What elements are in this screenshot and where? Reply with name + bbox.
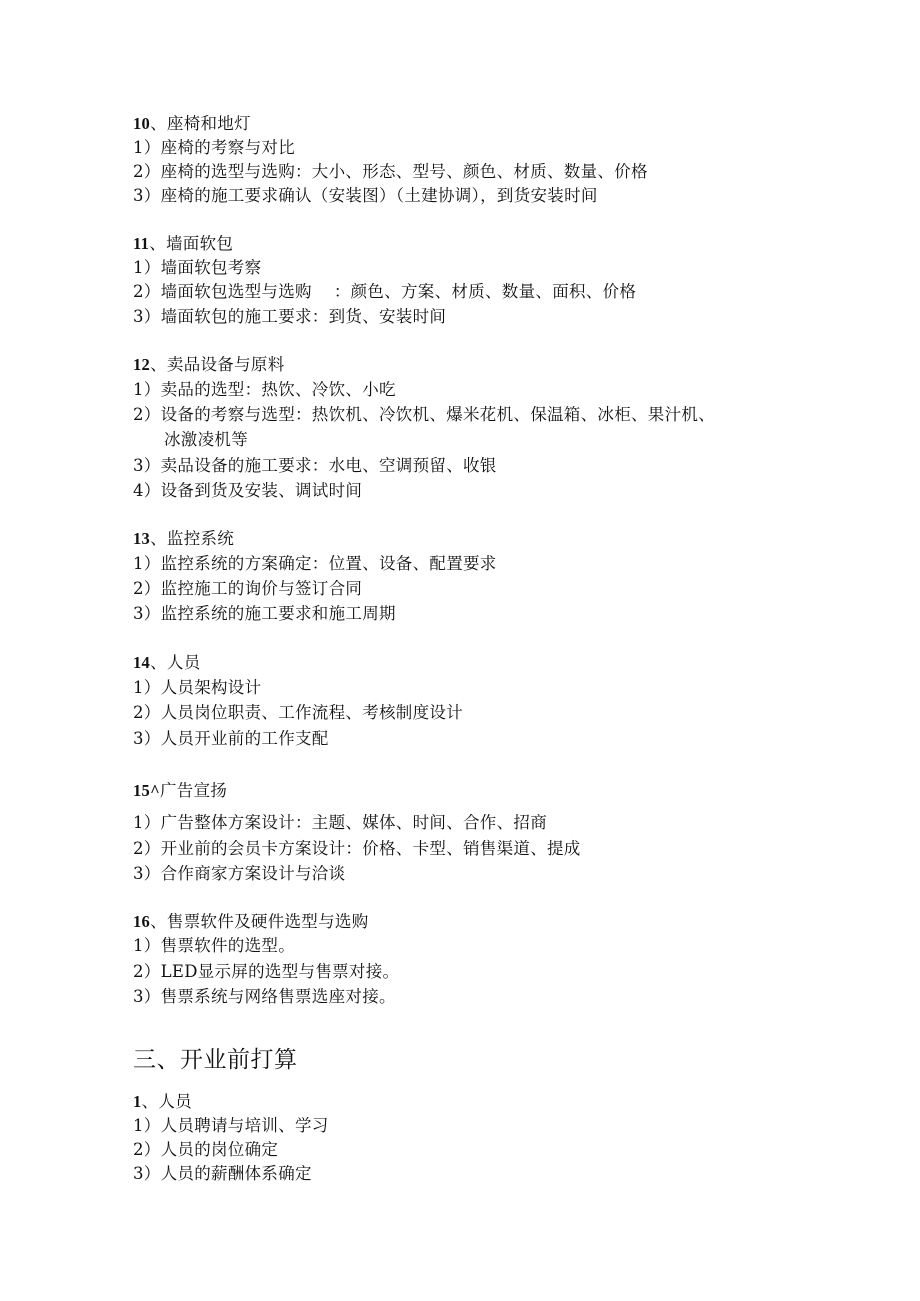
section-12-item-3: 3）卖品设备的施工要求：水电、空调预留、收银 <box>133 456 497 475</box>
section-16-item-1: 1）售票软件的选型。 <box>133 936 295 955</box>
chapter-3-section-1-item-3: 3）人员的薪酬体系确定 <box>133 1164 312 1183</box>
section-15-heading <box>133 780 227 802</box>
section-16-title: 、售票软件及硬件选型与选购 <box>150 912 369 931</box>
chapter-3-section-1-heading <box>133 1091 192 1113</box>
section-14-item-3: 3）人员开业前的工作支配 <box>133 729 329 748</box>
chapter-3-title: 三、开业前打算 <box>133 1047 298 1073</box>
section-11-item-2 <box>133 281 636 303</box>
section-13-item-3: 3）监控系统的施工要求和施工周期 <box>133 604 396 623</box>
section-16-item-3: 3）售票系统与网络售票选座对接。 <box>133 987 396 1006</box>
chapter-3-section-1-item-2: 2）人员的岗位确定 <box>133 1140 279 1159</box>
section-14-item-1: 1）人员架构设计 <box>133 678 262 697</box>
section-14-title: 、人员 <box>150 653 201 672</box>
section-13-item-2: 2）监控施工的询价与签订合同 <box>133 579 363 598</box>
chapter-3-section-1-number: 1 <box>133 1092 142 1111</box>
section-11-item-3: 3）墙面软包的施工要求：到货、安装时间 <box>133 307 447 326</box>
section-13-number: 13 <box>133 529 151 548</box>
section-11-item-2-detail: ：颜色、方案、材质、数量、面积、价格 <box>333 282 637 301</box>
section-10-item-3: 3）座椅的施工要求确认（安装图）（土建协调），到货安装时间 <box>133 186 598 205</box>
section-14-heading <box>133 652 201 674</box>
section-12-title: 、卖品设备与原料 <box>150 355 285 374</box>
section-12-item-2-continued: 冰激凌机等 <box>164 430 248 449</box>
section-10-item-2: 2）座椅的选型与选购：大小、形态、型号、颜色、材质、数量、价格 <box>133 162 648 181</box>
section-12-number: 12 <box>133 355 151 374</box>
section-15-item-2: 2）开业前的会员卡方案设计：价格、卡型、销售渠道、提成 <box>133 839 581 858</box>
section-14-item-2: 2）人员岗位职责、工作流程、考核制度设计 <box>133 703 463 722</box>
section-15-number: 15^ <box>133 781 160 800</box>
section-15-item-3: 3）合作商家方案设计与洽谈 <box>133 864 346 883</box>
chapter-3-section-1-item-1: 1）人员聘请与培训、学习 <box>133 1116 329 1135</box>
section-11-number: 11 <box>133 234 150 253</box>
section-12-item-1: 1）卖品的选型：热饮、冷饮、小吃 <box>133 380 396 399</box>
section-10-heading <box>133 113 251 135</box>
section-12-item-2: 2）设备的考察与选型：热饮机、冷饮机、爆米花机、保温箱、冰柜、果汁机、 <box>133 405 715 424</box>
section-13-title: 、监控系统 <box>150 529 235 548</box>
section-13-item-1: 1）监控系统的方案确定：位置、设备、配置要求 <box>133 554 497 573</box>
section-10-item-1: 1）座椅的考察与对比 <box>133 138 295 157</box>
section-16-item-2: 2）LED显示屏的选型与售票对接。 <box>133 962 400 981</box>
section-14-number: 14 <box>133 653 151 672</box>
section-10-title: 、座椅和地灯 <box>150 114 251 133</box>
section-15-item-1: 1）广告整体方案设计：主题、媒体、时间、合作、招商 <box>133 813 547 832</box>
section-12-item-4: 4）设备到货及安装、调试时间 <box>133 481 363 500</box>
section-16-number: 16 <box>133 912 151 931</box>
section-16-heading <box>133 911 369 933</box>
section-12-heading <box>133 354 285 376</box>
section-11-heading <box>133 233 233 255</box>
section-11-item-2-label: 2）墙面软包选型与选购 <box>133 282 312 301</box>
section-10-number: 10 <box>133 114 151 133</box>
section-15-title: 广告宣扬 <box>160 781 228 800</box>
section-11-item-1: 1）墙面软包考察 <box>133 258 262 277</box>
section-11-title: 、墙面软包 <box>149 234 234 253</box>
section-13-heading <box>133 528 234 550</box>
chapter-3-section-1-title: 、人员 <box>141 1092 192 1111</box>
